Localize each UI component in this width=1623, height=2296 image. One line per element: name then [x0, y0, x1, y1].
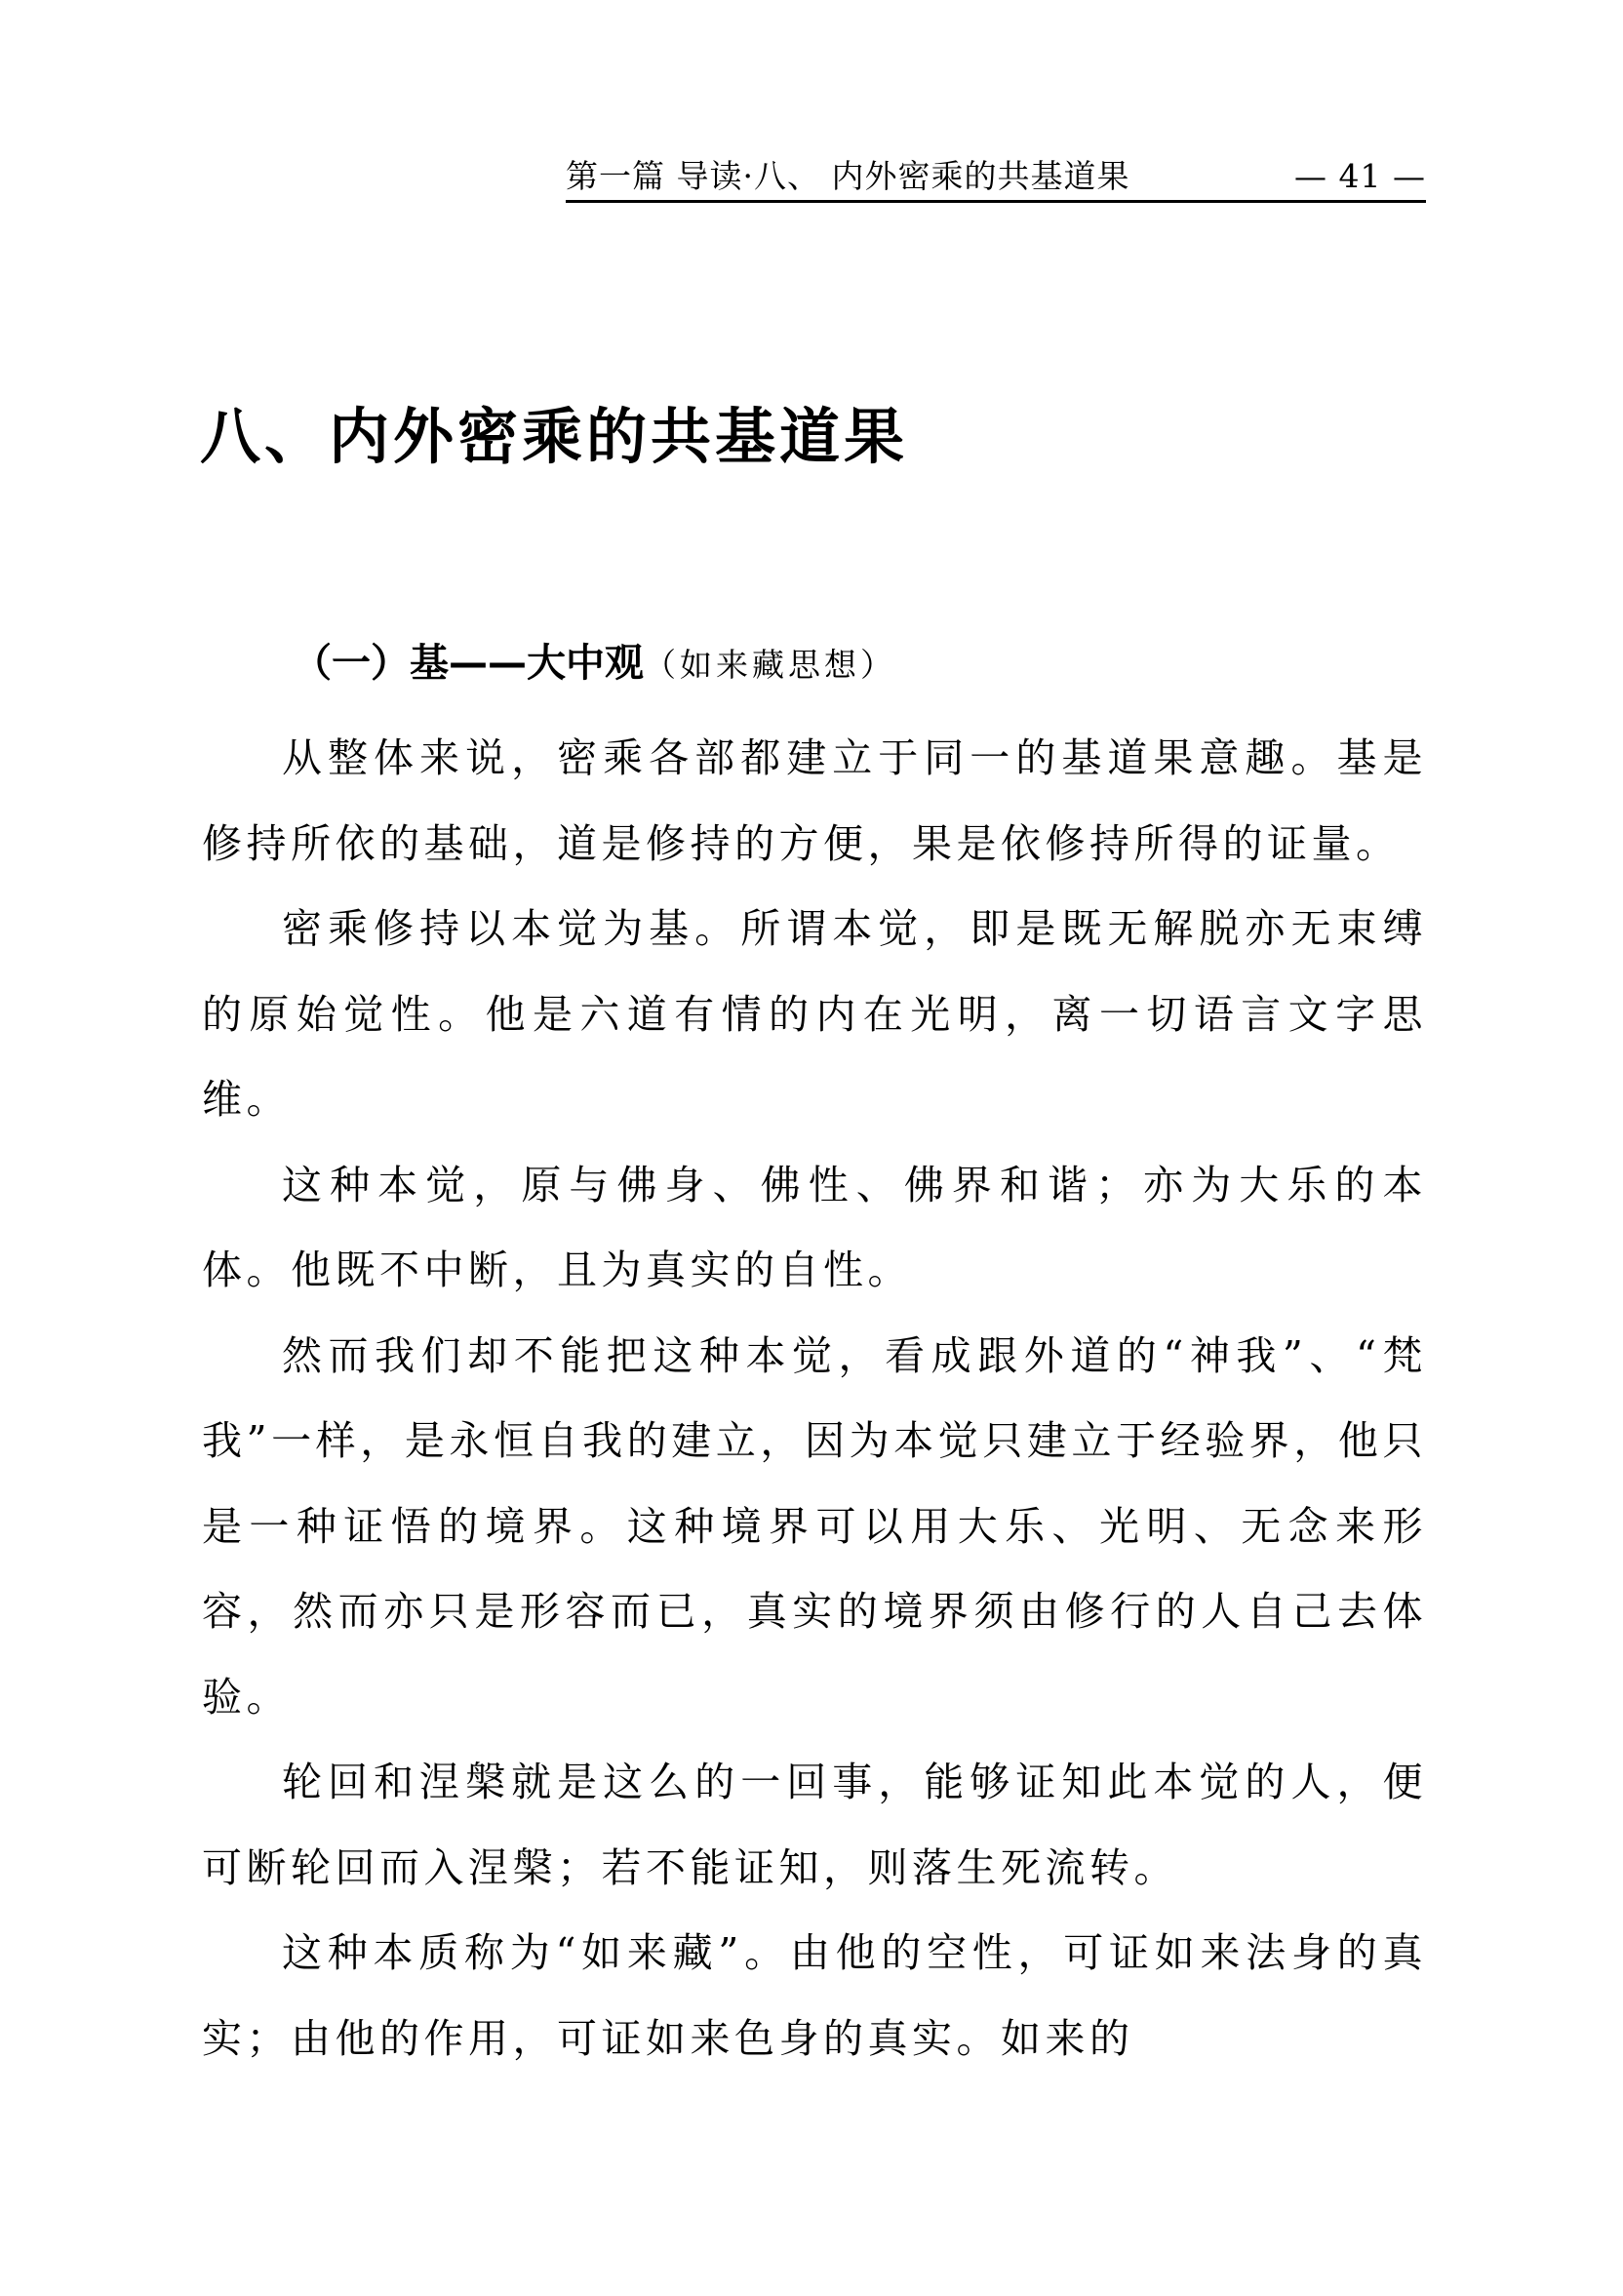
- paragraph: 密乘修持以本觉为基。所谓本觉，即是既无解脱亦无束缚的原始觉性。他是六道有情的内在光明，离一切语言文字思维。: [202, 905, 1427, 1123]
- chapter-title: 八、内外密乘的共基道果: [200, 401, 909, 472]
- paragraph: 从整体来说，密乘各部都建立于同一的基道果意趣。基是修持所依的基础，道是修持的方便，果是依修持所得的证量。: [202, 734, 1427, 867]
- paragraph: 然而我们却不能把这种本觉，看成跟外道的“神我”、“梵我”一样，是永恒自我的建立，因为本觉只建立于经验界，他只是一种证悟的境界。这种境界可以用大乐、光明、无念来形容，然而亦只是形容而已，真实的境界须由修行的人自己去体验。: [202, 1331, 1427, 1721]
- paragraph: 轮回和涅槃就是这么的一回事，能够证知此本觉的人，便可断轮回而入涅槃；若不能证知，则落生死流转。: [202, 1759, 1427, 1891]
- running-head: [566, 154, 1426, 203]
- page-number: — 41 —: [1294, 157, 1426, 195]
- running-head-title: 第一篇 导读·八、 内外密乘的共基道果: [566, 157, 1130, 195]
- section-heading-main: （一）基——大中观: [293, 641, 644, 686]
- body-text: [202, 716, 1427, 2081]
- paragraph: 这种本觉，原与佛身、佛性、佛界和谐；亦为大乐的本体。他既不中断，且为真实的自性。: [202, 1161, 1427, 1293]
- section-subheading: （如来藏思想）: [644, 646, 896, 684]
- paragraph: 这种本质称为“如来藏”。由他的空性，可证如来法身的真实；由他的作用，可证如来色身的真实。如来的: [202, 1929, 1427, 2062]
- section-heading: [293, 636, 896, 693]
